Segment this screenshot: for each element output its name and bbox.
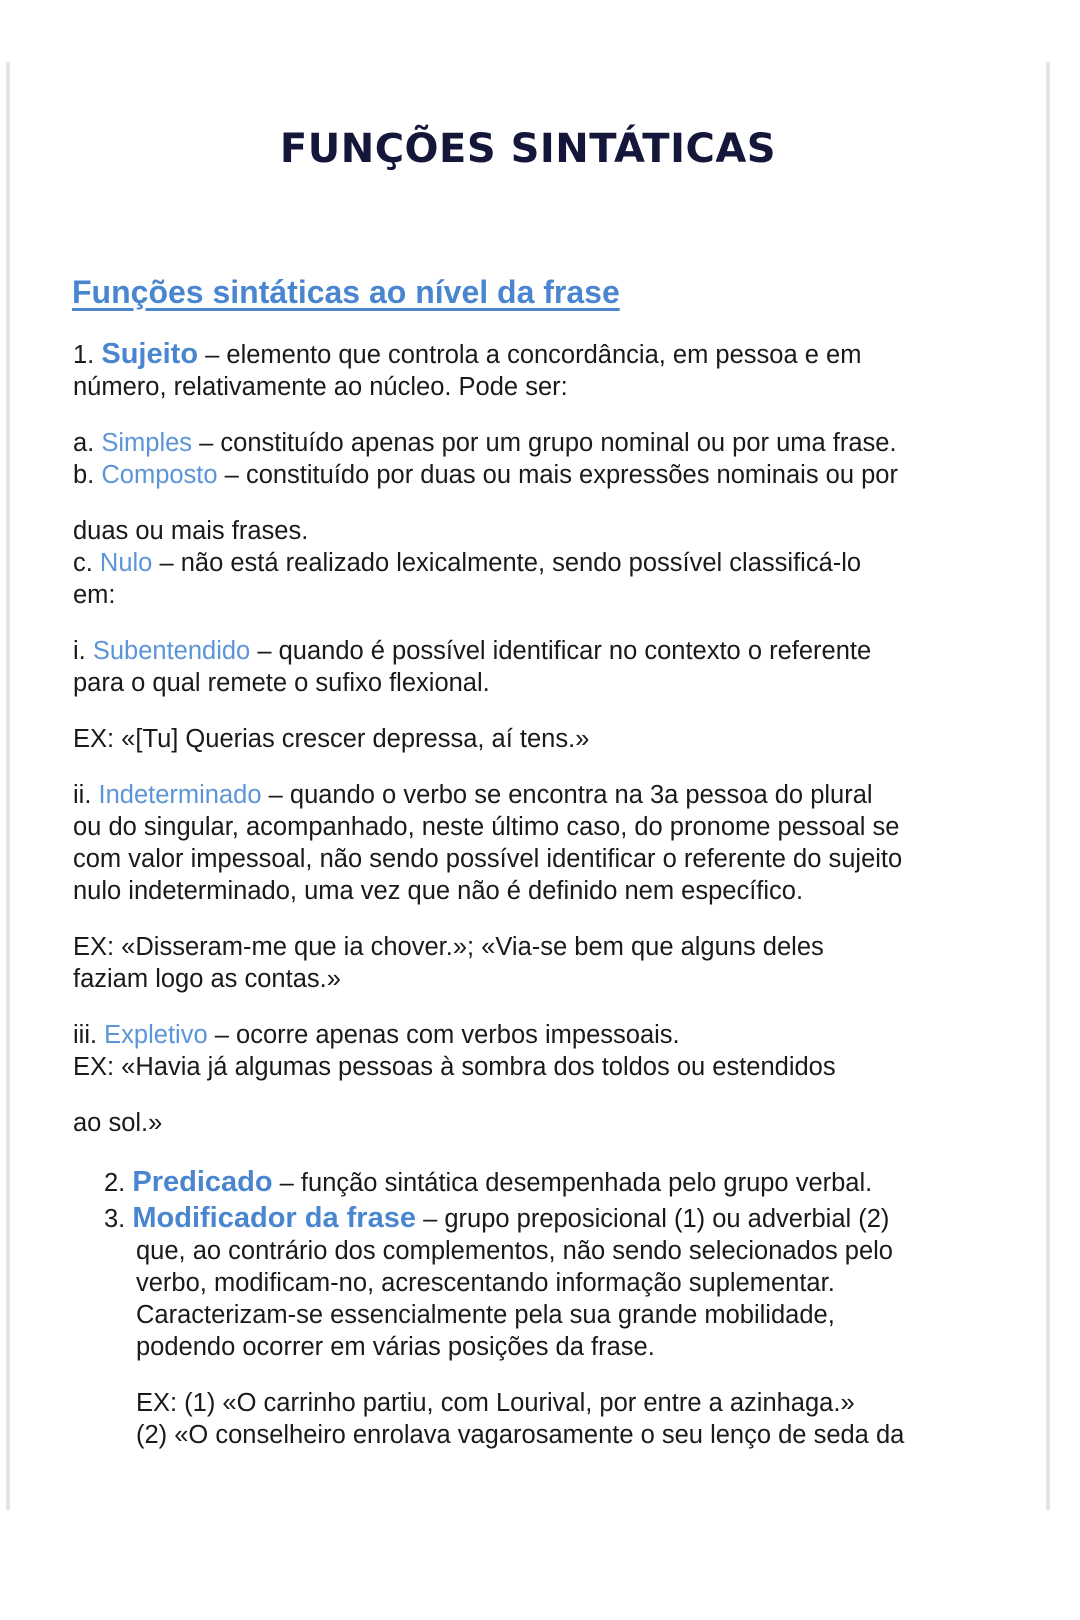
example-text: EX: (1) «O carrinho partiu, com Lourival, por entre a azinhaga.» — [136, 1389, 855, 1417]
subitem-prefix: b. — [73, 461, 102, 489]
definition-continuation: podendo ocorrer em várias posições da frase. — [136, 1333, 655, 1361]
subitem-prefix: iii. — [73, 1021, 105, 1049]
subitem-text: – quando o verbo se encontra na 3a pessoa do plural — [261, 781, 873, 809]
subitem-prefix: c. — [73, 549, 100, 577]
definition-continuation: verbo, modificam-no, acrescentando informação suplementar. — [136, 1269, 835, 1297]
definition-text: – elemento que controla a concordância, em pessoa e em — [198, 341, 862, 369]
subitem-continuation: com valor impessoal, não sendo possível identificar o referente do sujeito — [73, 845, 903, 873]
example-text: EX: «[Tu] Querias crescer depressa, aí tens.» — [73, 725, 590, 753]
example-text: faziam logo as contas.» — [73, 965, 341, 993]
subitem-text: – não está realizado lexicalmente, sendo possível classificá-lo — [152, 549, 862, 577]
definition-text: – grupo preposicional (1) ou adverbial (2) — [415, 1205, 890, 1233]
term-sujeito: Sujeito — [101, 338, 199, 370]
term-modificador: Modificador da frase — [132, 1202, 416, 1234]
term-indeterminado: Indeterminado — [98, 781, 262, 809]
subitem-prefix: ii. — [73, 781, 99, 809]
document-page — [6, 62, 1050, 1510]
term-composto: Composto — [101, 461, 218, 489]
subitem-simples — [73, 427, 897, 459]
item-modificador — [104, 1202, 889, 1235]
subitem-continuation: em: — [73, 581, 116, 609]
item-sujeito — [73, 338, 861, 371]
subitem-indeterminado — [73, 779, 873, 811]
definition-continuation: Caracterizam-se essencialmente pela sua grande mobilidade, — [136, 1301, 835, 1329]
example-text: ao sol.» — [73, 1109, 163, 1137]
item-predicado — [104, 1166, 872, 1199]
term-expletivo: Expletivo — [104, 1021, 208, 1049]
subitem-nulo — [73, 547, 861, 579]
subitem-composto — [73, 459, 898, 491]
subitem-continuation: para o qual remete o sufixo flexional. — [73, 669, 490, 697]
definition-continuation: número, relativamente ao núcleo. Pode ser: — [73, 373, 568, 401]
subitem-continuation: nulo indeterminado, uma vez que não é definido nem específico. — [73, 877, 804, 905]
subitem-prefix: i. — [73, 637, 93, 665]
term-simples: Simples — [101, 429, 193, 457]
subitem-subentendido — [73, 635, 871, 667]
item-number: 2. — [104, 1169, 133, 1197]
subitem-text: – ocorre apenas com verbos impessoais. — [207, 1021, 680, 1049]
subitem-continuation: duas ou mais frases. — [73, 517, 309, 545]
example-text: EX: «Disseram-me que ia chover.»; «Via-se bem que alguns deles — [73, 933, 824, 961]
example-text: (2) «O conselheiro enrolava vagarosamente o seu lenço de seda da — [136, 1421, 905, 1449]
definition-text: – função sintática desempenhada pelo grupo verbal. — [272, 1169, 873, 1197]
subitem-continuation: ou do singular, acompanhado, neste último caso, do pronome pessoal se — [73, 813, 900, 841]
subitem-prefix: a. — [73, 429, 102, 457]
term-predicado: Predicado — [132, 1166, 273, 1198]
document-title: FUNÇÕES SINTÁTICAS — [279, 126, 777, 172]
subitem-text: – constituído por duas ou mais expressões nominais ou por — [217, 461, 898, 489]
subitem-expletivo — [73, 1019, 680, 1051]
item-number: 3. — [104, 1205, 133, 1233]
section-heading: Funções sintáticas ao nível da frase — [72, 274, 620, 310]
definition-continuation: que, ao contrário dos complementos, não sendo selecionados pelo — [136, 1237, 893, 1265]
term-subentendido: Subentendido — [92, 637, 251, 665]
example-text: EX: «Havia já algumas pessoas à sombra dos toldos ou estendidos — [73, 1053, 836, 1081]
term-nulo: Nulo — [99, 549, 153, 577]
subitem-text: – quando é possível identificar no contexto o referente — [250, 637, 872, 665]
item-number: 1. — [73, 341, 102, 369]
subitem-text: – constituído apenas por um grupo nominal ou por uma frase. — [192, 429, 897, 457]
